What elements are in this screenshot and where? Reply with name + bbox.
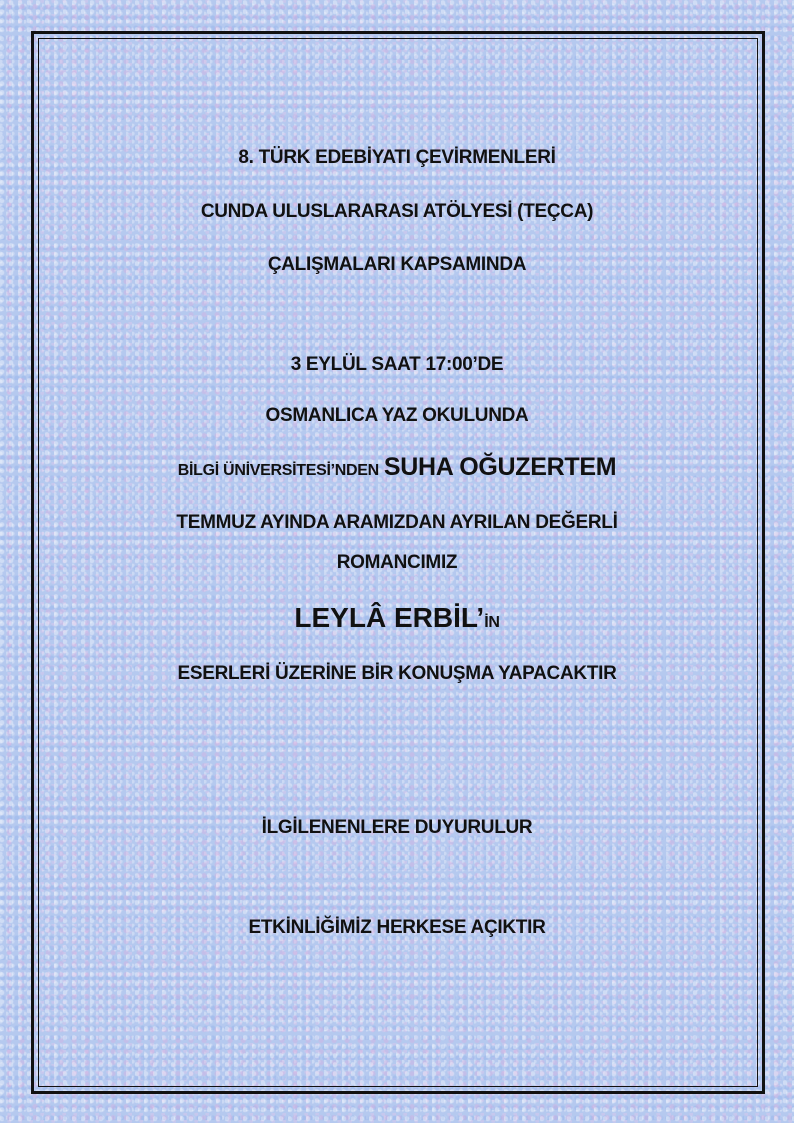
author-suffix: İN [484, 614, 500, 631]
heading-line-3: ÇALIŞMALARI KAPSAMINDA [267, 254, 527, 275]
speaker-name: SUHA OĞUZERTEM [383, 453, 617, 481]
speaker-line [0, 453, 794, 482]
speaker-affiliation: BİLGİ ÜNİVERSİTESİ’NDEN [177, 462, 379, 479]
open-to-all: ETKİNLİĞİMİZ HERKESE AÇIKTIR [248, 917, 546, 938]
talk-description: ESERLERİ ÜZERİNE BİR KONUŞMA YAPACAKTIR [177, 663, 617, 684]
event-datetime: 3 EYLÜL SAAT 17:00’DE [290, 354, 504, 375]
heading-line-2: CUNDA ULUSLARARASI ATÖLYESİ (TEÇCA) [200, 201, 594, 222]
event-venue: OSMANLICA YAZ OKULUNDA [265, 405, 529, 426]
announcement: İLGİLENENLERE DUYURULUR [261, 817, 533, 838]
subject-line-2: ROMANCIMIZ [336, 552, 458, 573]
heading-line-1: 8. TÜRK EDEBİYATI ÇEVİRMENLERİ [238, 147, 556, 168]
subject-line-1: TEMMUZ AYINDA ARAMIZDAN AYRILAN DEĞERLİ [176, 512, 618, 533]
author-name: LEYLÂ ERBİL’ [294, 602, 485, 633]
author-line [0, 602, 794, 634]
